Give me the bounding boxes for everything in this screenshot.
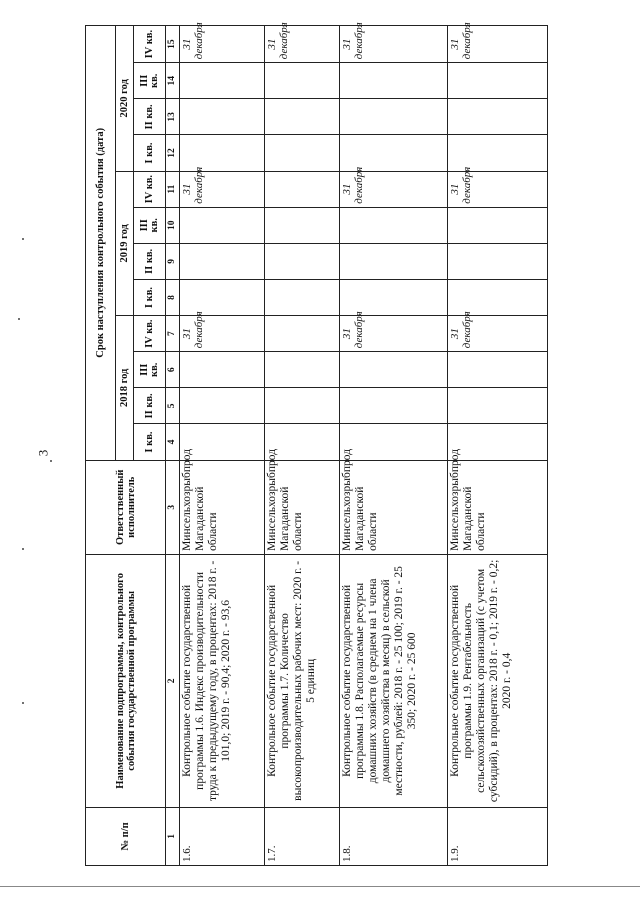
rotated-table-wrapper xyxy=(85,22,615,866)
quarter-cell xyxy=(180,388,265,424)
quarter-cell: 31 декабря xyxy=(448,316,548,352)
scan-speck xyxy=(18,318,20,320)
quarter-cell xyxy=(180,207,265,243)
row-number: 1.6. xyxy=(180,807,265,865)
column-number: 9 xyxy=(166,243,180,279)
table-row xyxy=(340,26,448,866)
scan-speck xyxy=(22,702,24,704)
scan-bottom-edge xyxy=(0,886,640,887)
quarter-cell: 31 декабря xyxy=(265,26,340,63)
header-quarter: II кв. xyxy=(134,388,166,424)
scan-speck xyxy=(50,460,52,462)
event-name: Контрольное событие государственной программы 1.9. Рентабельность сельскохозяйственных организаций (с учетом субсидий), в процентах: 2018 г. - 0,1; 2019 г. - 0,2; 2020 г. - 0,4 xyxy=(448,554,548,807)
quarter-cell xyxy=(340,207,448,243)
table-row xyxy=(448,26,548,866)
event-name: Контрольное событие государственной программы 1.8. Располагаемые ресурсы домашних хозяйств (в среднем на 1 члена домашнего хозяйства в месяц) в сельской местности, рублей: 2018 г. - 25 100; 2019 г. - 25 350; 2020 г. - 25 600 xyxy=(340,554,448,807)
quarter-cell xyxy=(448,63,548,99)
quarter-cell xyxy=(265,63,340,99)
column-number: 11 xyxy=(166,171,180,207)
quarter-cell xyxy=(180,243,265,279)
header-quarter: III кв. xyxy=(134,352,166,388)
row-number: 1.7. xyxy=(265,807,340,865)
column-number: 8 xyxy=(166,279,180,315)
quarter-cell xyxy=(340,279,448,315)
quarter-cell xyxy=(180,63,265,99)
quarter-cell xyxy=(448,99,548,135)
header-deadline: Срок наступления контрольного события (дата) xyxy=(86,26,116,461)
header-executor: Ответственный исполнитель xyxy=(86,460,166,554)
quarter-cell xyxy=(340,424,448,460)
row-number: 1.8. xyxy=(340,807,448,865)
quarter-cell xyxy=(265,207,340,243)
header-quarter: III кв. xyxy=(134,207,166,243)
quarter-cell xyxy=(448,279,548,315)
header-year-2018: 2018 год xyxy=(116,316,134,461)
quarter-cell xyxy=(265,99,340,135)
quarter-cell xyxy=(448,388,548,424)
quarter-cell xyxy=(180,352,265,388)
column-number: 3 xyxy=(166,460,180,554)
column-number: 5 xyxy=(166,388,180,424)
column-number: 12 xyxy=(166,135,180,171)
quarter-cell xyxy=(340,243,448,279)
quarter-cell xyxy=(448,424,548,460)
quarter-cell: 31 декабря xyxy=(340,316,448,352)
header-quarter: III кв. xyxy=(134,63,166,99)
quarter-cell xyxy=(265,135,340,171)
quarter-cell: 31 декабря xyxy=(448,26,548,63)
event-name: Контрольное событие государственной программы 1.6. Индекс производительности труда к предыдущему году, в процентах: 2018 г. - 101,0; 2019 г. - 90,4; 2020 г. - 93,6 xyxy=(180,554,265,807)
quarter-cell xyxy=(340,135,448,171)
control-events-table xyxy=(85,22,548,866)
quarter-cell xyxy=(265,171,340,207)
quarter-cell xyxy=(265,352,340,388)
column-number: 13 xyxy=(166,99,180,135)
row-number: 1.9. xyxy=(448,807,548,865)
quarter-cell xyxy=(265,243,340,279)
header-quarter: I кв. xyxy=(134,424,166,460)
scan-speck xyxy=(22,548,24,550)
column-number: 7 xyxy=(166,316,180,352)
quarter-cell: 31 декабря xyxy=(448,171,548,207)
header-year-2019: 2019 год xyxy=(116,171,134,316)
table-row xyxy=(265,26,340,866)
executor: Минсельхозрыбпрод Магаданской области xyxy=(340,460,448,554)
header-quarter: II кв. xyxy=(134,243,166,279)
quarter-cell xyxy=(265,279,340,315)
quarter-cell xyxy=(340,352,448,388)
header-quarter: IV кв. xyxy=(134,316,166,352)
quarter-cell xyxy=(448,243,548,279)
quarter-cell xyxy=(180,135,265,171)
column-number: 15 xyxy=(166,26,180,63)
quarter-cell xyxy=(180,99,265,135)
column-number: 1 xyxy=(166,807,180,865)
quarter-cell xyxy=(340,99,448,135)
executor: Минсельхозрыбпрод Магаданской области xyxy=(448,460,548,554)
quarter-cell: 31 декабря xyxy=(180,171,265,207)
header-num: № п/п xyxy=(86,807,166,865)
quarter-cell xyxy=(265,388,340,424)
quarter-cell: 31 декабря xyxy=(340,26,448,63)
header-quarter: IV кв. xyxy=(134,171,166,207)
event-name: Контрольное событие государственной программы 1.7. Количество высокопроизводительных рабочих мест: 2020 г. - 5 единиц xyxy=(265,554,340,807)
header-quarter: I кв. xyxy=(134,135,166,171)
column-number: 10 xyxy=(166,207,180,243)
quarter-cell xyxy=(448,352,548,388)
page-number: 3 xyxy=(35,449,51,457)
quarter-cell: 31 декабря xyxy=(340,171,448,207)
table-row xyxy=(180,26,265,866)
header-quarter: II кв. xyxy=(134,99,166,135)
column-number: 14 xyxy=(166,63,180,99)
quarter-cell xyxy=(448,135,548,171)
quarter-cell: 31 декабря xyxy=(180,316,265,352)
executor: Минсельхозрыбпрод Магаданской области xyxy=(265,460,340,554)
quarter-cell: 31 декабря xyxy=(180,26,265,63)
header-year-2020: 2020 год xyxy=(116,26,134,172)
quarter-cell xyxy=(340,63,448,99)
scan-speck xyxy=(22,238,24,240)
header-quarter: I кв. xyxy=(134,279,166,315)
quarter-cell xyxy=(448,207,548,243)
header-name: Наименование подпрограммы, контрольного события государственной программы xyxy=(86,554,166,807)
quarter-cell xyxy=(340,388,448,424)
quarter-cell xyxy=(265,316,340,352)
column-number: 6 xyxy=(166,352,180,388)
column-number: 2 xyxy=(166,554,180,807)
quarter-cell xyxy=(180,279,265,315)
header-quarter: IV кв. xyxy=(134,26,166,63)
executor: Минсельхозрыбпрод Магаданской области xyxy=(180,460,265,554)
column-number: 4 xyxy=(166,424,180,460)
